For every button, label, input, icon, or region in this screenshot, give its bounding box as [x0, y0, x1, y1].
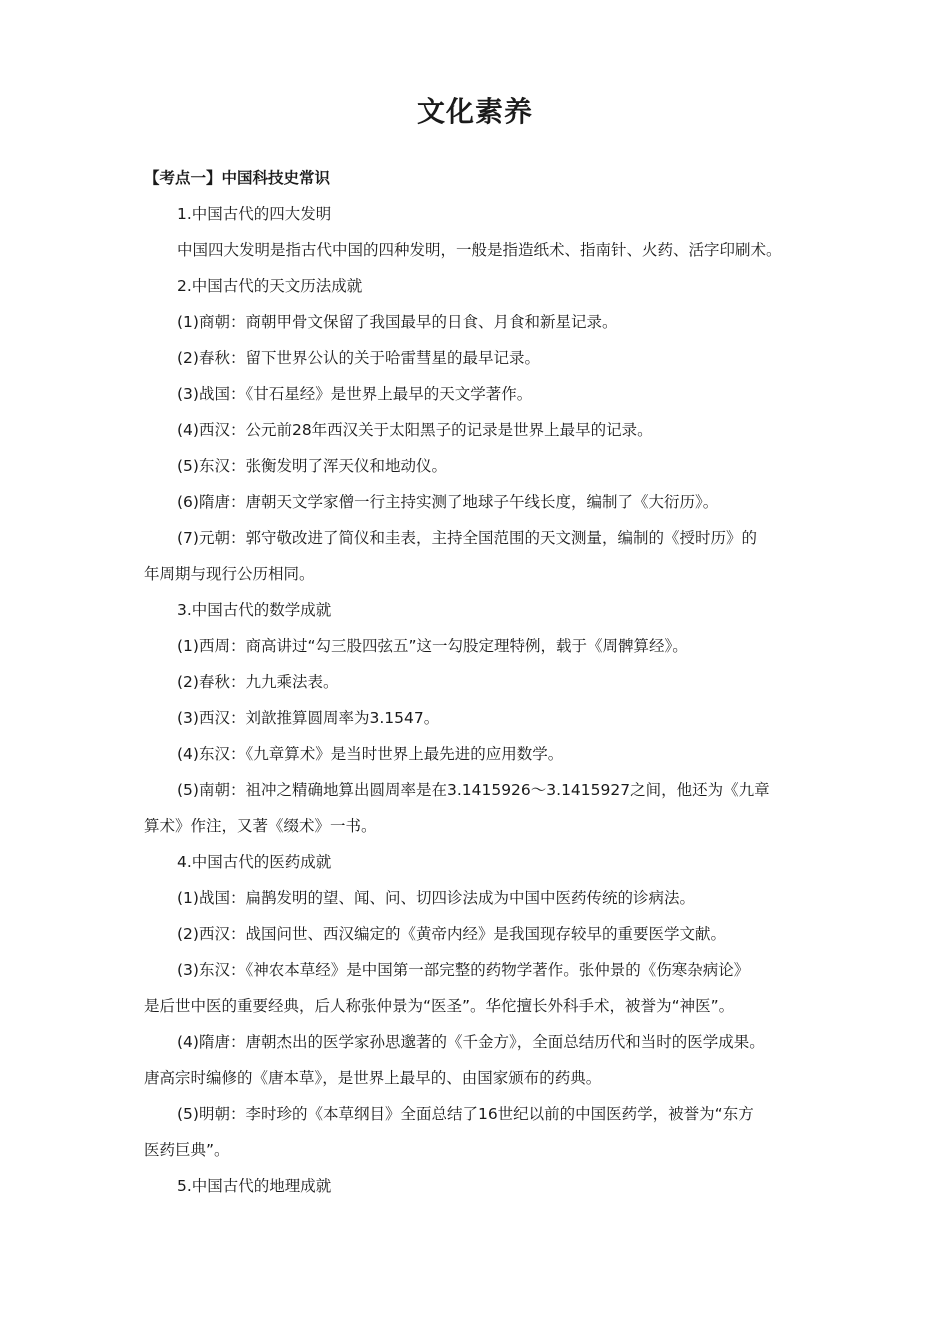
list-item-continuation: 是后世中医的重要经典，后人称张仲景为“医圣”。华佗擅长外科手术，被誉为“神医”。 — [144, 997, 735, 1015]
list-item: (4)西汉：公元前28年西汉关于太阳黑子的记录是世界上最早的记录。 — [177, 421, 653, 439]
list-item: (3)西汉：刘歆推算圆周率为3.1547。 — [177, 709, 440, 727]
subsection-heading: 5.中国古代的地理成就 — [177, 1177, 332, 1195]
paragraph-line: 中国四大发明是指古代中国的四种发明，一般是指造纸术、指南针、火药、活字印刷术。 — [177, 241, 782, 259]
list-item: (2)西汉：战国问世、西汉编定的《黄帝内经》是我国现存较早的重要医学文献。 — [177, 925, 726, 943]
list-item: (1)商朝：商朝甲骨文保留了我国最早的日食、月食和新星记录。 — [177, 313, 618, 331]
section-heading: 【考点一】中国科技史常识 — [144, 169, 331, 187]
subsection-heading: 2.中国古代的天文历法成就 — [177, 277, 363, 295]
list-item: (1)战国：扁鹊发明的望、闻、问、切四诊法成为中国中医药传统的诊病法。 — [177, 889, 695, 907]
page-title: 文化素养 — [416, 95, 533, 128]
subsection-heading: 3.中国古代的数学成就 — [177, 601, 332, 619]
list-item: (2)春秋：九九乘法表。 — [177, 673, 339, 691]
list-item: (3)东汉：《神农本草经》是中国第一部完整的药物学著作。张仲景的《伤寒杂病论》 — [177, 961, 750, 979]
list-item: (5)东汉：张衡发明了浑天仪和地动仪。 — [177, 457, 447, 475]
list-item-continuation: 唐高宗时编修的《唐本草》，是世界上最早的、由国家颁布的药典。 — [144, 1069, 602, 1087]
list-item: (5)明朝：李时珍的《本草纲目》全面总结了16世纪以前的中国医药学，被誉为“东方 — [177, 1105, 754, 1123]
list-item: (2)春秋：留下世界公认的关于哈雷彗星的最早记录。 — [177, 349, 540, 367]
list-item: (4)东汉：《九章算术》是当时世界上最先进的应用数学。 — [177, 745, 564, 763]
document-body — [144, 160, 809, 1204]
list-item: (7)元朝：郭守敬改进了简仪和圭表，主持全国范围的天文测量，编制的《授时历》的 — [177, 529, 757, 547]
list-item-continuation: 年周期与现行公历相同。 — [144, 565, 315, 583]
list-item: (3)战国：《甘石星经》是世界上最早的天文学著作。 — [177, 385, 533, 403]
list-item: (6)隋唐：唐朝天文学家僧一行主持实测了地球子午线长度，编制了《大衍历》。 — [177, 493, 719, 511]
list-item: (4)隋唐：唐朝杰出的医学家孙思邈著的《千金方》，全面总结历代和当时的医学成果。 — [177, 1033, 765, 1051]
subsection-heading: 1.中国古代的四大发明 — [177, 205, 332, 223]
list-item: (5)南朝：祖冲之精确地算出圆周率是在3.1415926～3.1415927之间，他还为《九章 — [177, 781, 770, 799]
list-item-continuation: 算术》作注，又著《缀术》一书。 — [144, 817, 377, 835]
subsection-heading: 4.中国古代的医药成就 — [177, 853, 332, 871]
list-item-continuation: 医药巨典”。 — [144, 1141, 230, 1159]
list-item: (1)西周：商高讲过“勾三股四弦五”这一勾股定理特例，载于《周髀算经》。 — [177, 637, 688, 655]
